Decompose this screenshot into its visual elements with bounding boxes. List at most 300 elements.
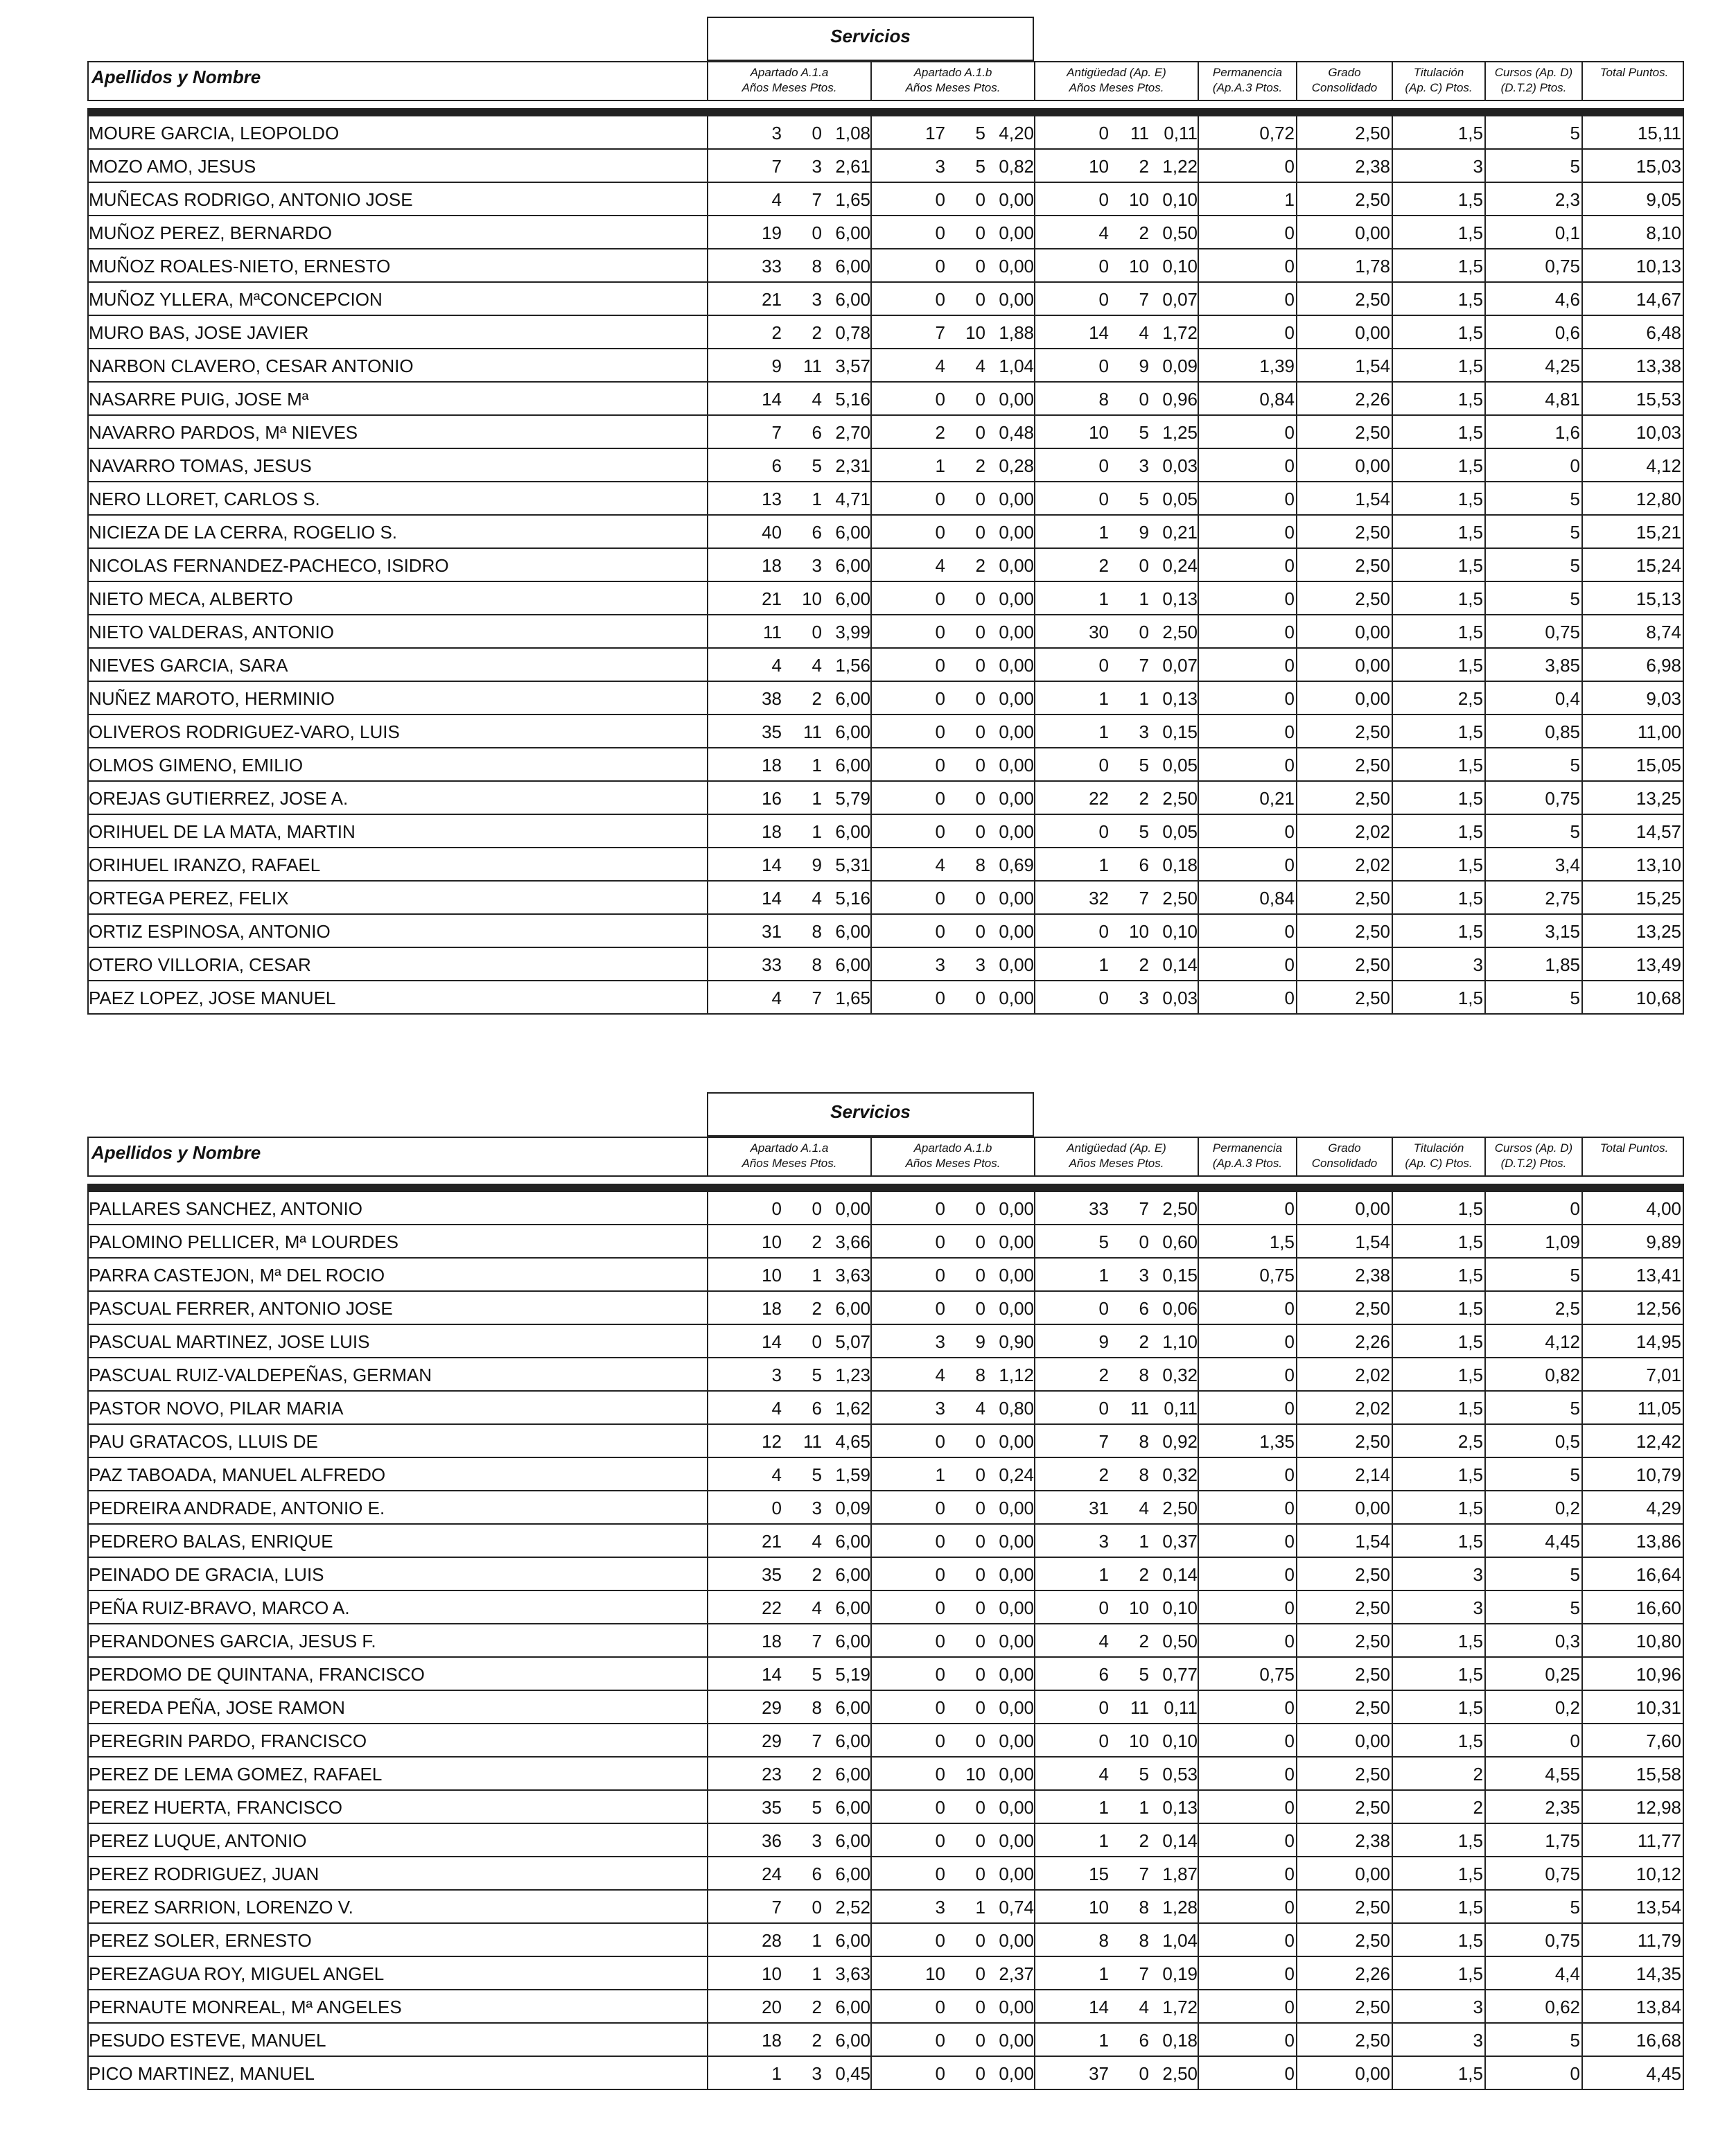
cell-permanencia: 0,75: [1259, 1265, 1295, 1286]
cell-ant-ptos: 0,96: [1162, 389, 1198, 410]
cell-a1a-meses: 7: [812, 189, 822, 210]
cell-total: 10,31: [1636, 1697, 1681, 1718]
cell-name: PEDRERO BALAS, ENRIQUE: [89, 1531, 333, 1552]
cell-ant-meses: 3: [1139, 988, 1149, 1008]
column-divider: [870, 1591, 872, 1623]
column-divider: [1581, 482, 1583, 514]
column-divider: [1581, 1824, 1583, 1856]
cell-a1a-meses: 2: [812, 688, 822, 709]
cell-a1a-anos: 31: [762, 921, 782, 942]
column-divider: [1581, 316, 1583, 348]
cell-total: 10,13: [1636, 256, 1681, 277]
column-divider: [1484, 449, 1486, 481]
table-row: [89, 1192, 1683, 1225]
cell-titulacion: 1,5: [1457, 222, 1483, 243]
cell-cursos: 3,15: [1545, 921, 1580, 942]
column-divider: [1296, 1624, 1297, 1656]
cell-a1a-ptos: 1,62: [835, 1398, 870, 1419]
cell-permanencia: 0: [1284, 1697, 1295, 1718]
cell-ant-anos: 0: [1098, 755, 1109, 775]
cell-titulacion: 1,5: [1457, 1265, 1483, 1286]
cell-titulacion: 1,5: [1457, 322, 1483, 343]
cell-titulacion: 1,5: [1457, 256, 1483, 277]
cell-name: PEINADO DE GRACIA, LUIS: [89, 1564, 324, 1585]
cell-a1a-anos: 7: [771, 422, 782, 443]
cell-ant-ptos: 0,14: [1162, 954, 1198, 975]
cell-total: 9,89: [1646, 1232, 1681, 1252]
column-divider: [707, 482, 708, 514]
cell-total: 10,12: [1636, 1864, 1681, 1884]
cell-a1b-meses: 0: [975, 2063, 985, 2084]
column-divider: [1296, 349, 1297, 381]
column-divider: [707, 383, 708, 414]
cell-permanencia: 0: [1284, 1730, 1295, 1751]
cell-ant-ptos: 0,05: [1162, 755, 1198, 775]
cell-a1a-ptos: 6,00: [835, 1830, 870, 1851]
header-line: Titulación: [1413, 1141, 1464, 1155]
cell-ant-anos: 1: [1098, 1797, 1109, 1818]
cell-a1a-anos: 11: [763, 622, 782, 642]
cell-a1a-meses: 0: [812, 1198, 822, 1219]
column-divider: [1034, 183, 1035, 215]
cell-ant-ptos: 0,32: [1162, 1365, 1198, 1385]
cell-ant-ptos: 0,13: [1162, 688, 1198, 709]
cell-name: MOURE GARCIA, LEOPOLDO: [89, 123, 340, 143]
column-divider: [870, 1358, 872, 1390]
cell-titulacion: 1,5: [1457, 821, 1483, 842]
cell-a1a-ptos: 3,63: [835, 1963, 870, 1984]
header-line: Consolidado: [1311, 81, 1378, 94]
cell-ant-anos: 30: [1089, 622, 1109, 642]
column-divider: [1484, 582, 1486, 614]
column-divider: [1581, 383, 1583, 414]
table-row: [89, 981, 1683, 1015]
cell-total: 14,67: [1636, 289, 1681, 310]
cell-permanencia: 0: [1284, 1830, 1295, 1851]
cell-permanencia: 0: [1284, 1198, 1295, 1219]
cell-ant-anos: 1: [1098, 1564, 1109, 1585]
table-row: [89, 1857, 1683, 1891]
cell-grado: 2,50: [1355, 1298, 1390, 1319]
cell-grado: 1,54: [1355, 1232, 1390, 1252]
cell-ant-meses: 4: [1139, 1498, 1149, 1518]
cell-ant-anos: 1: [1098, 2030, 1109, 2051]
column-divider: [707, 1824, 708, 1856]
column-divider: [1296, 249, 1297, 281]
column-divider: [1296, 1691, 1297, 1723]
table-row: [89, 1259, 1683, 1292]
cell-a1b-ptos: 0,00: [999, 1564, 1034, 1585]
cell-name: OTERO VILLORIA, CESAR: [89, 954, 311, 975]
cell-grado: 2,02: [1355, 1365, 1390, 1385]
cell-grado: 2,50: [1355, 1631, 1390, 1651]
column-divider: [1392, 1791, 1393, 1823]
cell-titulacion: 1,5: [1457, 455, 1483, 476]
column-divider: [1296, 948, 1297, 980]
cell-ant-ptos: 0,14: [1162, 1830, 1198, 1851]
column-divider: [1581, 1225, 1583, 1257]
cell-a1a-ptos: 1,23: [835, 1365, 870, 1385]
cell-name: MURO BAS, JOSE JAVIER: [89, 322, 309, 343]
cell-a1b-meses: 0: [975, 522, 985, 543]
column-divider: [707, 1458, 708, 1490]
column-divider: [870, 582, 872, 614]
column-divider: [870, 316, 872, 348]
cell-ant-meses: 7: [1139, 1963, 1149, 1984]
cell-ant-ptos: 1,04: [1162, 1930, 1198, 1951]
cell-ant-ptos: 0,11: [1164, 123, 1198, 143]
cell-ant-meses: 3: [1139, 721, 1149, 742]
cell-a1a-anos: 33: [762, 256, 782, 277]
cell-a1a-anos: 28: [762, 1930, 782, 1951]
cell-name: PAEZ LOPEZ, JOSE MANUEL: [89, 988, 336, 1008]
table-row: [89, 1325, 1683, 1358]
cell-titulacion: 3: [1473, 954, 1483, 975]
cell-cursos: 5: [1570, 555, 1580, 576]
header-a1a: [708, 62, 872, 100]
cell-cursos: 0,4: [1554, 688, 1580, 709]
cell-a1b-ptos: 0,00: [999, 256, 1034, 277]
cell-a1b-meses: 0: [975, 389, 985, 410]
column-divider: [1581, 2057, 1583, 2089]
table-row: [89, 2024, 1683, 2057]
column-divider: [1392, 249, 1393, 281]
column-divider: [1581, 1957, 1583, 1989]
column-divider: [870, 715, 872, 747]
table-row: [89, 715, 1683, 748]
column-divider: [870, 449, 872, 481]
cell-cursos: 1,85: [1545, 954, 1580, 975]
cell-a1a-ptos: 6,00: [835, 1997, 870, 2017]
column-divider: [870, 1957, 872, 1989]
column-divider: [1581, 349, 1583, 381]
column-divider: [1484, 848, 1486, 880]
cell-total: 15,03: [1636, 156, 1681, 177]
cell-ant-meses: 0: [1139, 1232, 1149, 1252]
column-divider: [1296, 116, 1297, 148]
cell-a1b-anos: 1: [935, 1464, 945, 1485]
cell-grado: 1,54: [1355, 489, 1390, 509]
cell-cursos: 2,3: [1554, 189, 1580, 210]
cell-grado: 2,50: [1355, 189, 1390, 210]
column-divider: [1392, 1358, 1393, 1390]
column-divider: [1198, 1724, 1199, 1756]
cell-a1b-anos: 10: [925, 1963, 945, 1984]
cell-total: 10,96: [1636, 1664, 1681, 1685]
table-row: [89, 1691, 1683, 1724]
column-divider: [1198, 1990, 1199, 2022]
column-divider: [1198, 1891, 1199, 1922]
servicios-label: Servicios: [707, 1092, 1034, 1137]
column-divider: [1392, 183, 1393, 215]
column-divider: [707, 1358, 708, 1390]
cell-permanencia: 0: [1284, 555, 1295, 576]
cell-titulacion: 3: [1473, 1564, 1483, 1585]
cell-ant-anos: 0: [1098, 489, 1109, 509]
column-divider: [707, 516, 708, 547]
column-divider: [870, 1758, 872, 1789]
column-divider: [707, 1392, 708, 1423]
cell-a1b-meses: 0: [975, 721, 985, 742]
cell-a1b-meses: 0: [975, 1198, 985, 1219]
column-divider: [1034, 1425, 1035, 1457]
column-divider: [1198, 649, 1199, 681]
cell-a1b-meses: 0: [975, 1498, 985, 1518]
cell-a1a-ptos: 1,65: [835, 988, 870, 1008]
column-divider: [870, 1392, 872, 1423]
column-divider: [1296, 449, 1297, 481]
cell-ant-ptos: 1,72: [1162, 322, 1198, 343]
cell-a1b-meses: 0: [975, 1830, 985, 1851]
header-total: [1583, 1138, 1685, 1175]
column-divider: [1484, 1392, 1486, 1423]
cell-a1b-anos: 0: [935, 655, 945, 676]
cell-a1a-ptos: 6,00: [835, 1564, 870, 1585]
header-line: (D.T.2) Ptos.: [1500, 1157, 1567, 1170]
cell-ant-meses: 10: [1129, 921, 1149, 942]
table-row: [89, 316, 1683, 349]
header-line: Años Meses Ptos.: [742, 81, 837, 94]
cell-total: 15,24: [1636, 555, 1681, 576]
column-divider: [1034, 1259, 1035, 1290]
column-divider: [1198, 1192, 1199, 1224]
cell-titulacion: 2: [1473, 1797, 1483, 1818]
column-divider: [1034, 1824, 1035, 1856]
cell-titulacion: 1,5: [1457, 1697, 1483, 1718]
table-row: [89, 748, 1683, 782]
header-cur: [1486, 1138, 1583, 1175]
cell-ant-ptos: 0,05: [1162, 489, 1198, 509]
cell-titulacion: 1,5: [1457, 2063, 1483, 2084]
column-divider: [1296, 383, 1297, 414]
cell-a1a-ptos: 6,00: [835, 1864, 870, 1884]
cell-a1b-ptos: 0,00: [999, 1764, 1034, 1785]
cell-titulacion: 1,5: [1457, 1398, 1483, 1419]
column-divider: [1392, 1225, 1393, 1257]
table-row: [89, 682, 1683, 715]
column-divider: [870, 1857, 872, 1889]
cell-grado: 1,54: [1355, 356, 1390, 376]
cell-a1a-anos: 12: [762, 1431, 782, 1452]
column-divider: [1484, 882, 1486, 913]
column-divider: [1392, 1259, 1393, 1290]
column-divider: [707, 948, 708, 980]
column-divider: [1581, 449, 1583, 481]
table-row: [89, 1458, 1683, 1491]
column-divider: [1034, 1857, 1035, 1889]
column-divider: [707, 1924, 708, 1956]
cell-a1b-meses: 0: [975, 489, 985, 509]
cell-a1b-anos: 0: [935, 921, 945, 942]
cell-cursos: 4,4: [1554, 1963, 1580, 1984]
cell-permanencia: 1,39: [1259, 356, 1295, 376]
cell-ant-meses: 6: [1139, 854, 1149, 875]
cell-titulacion: 1,5: [1457, 622, 1483, 642]
column-divider: [1484, 1325, 1486, 1357]
cell-ant-meses: 10: [1129, 1730, 1149, 1751]
cell-a1b-meses: 0: [975, 988, 985, 1008]
table-row: [89, 782, 1683, 815]
cell-a1a-ptos: 6,00: [835, 522, 870, 543]
column-divider: [707, 915, 708, 947]
cell-cursos: 5: [1570, 489, 1580, 509]
cell-grado: 2,50: [1355, 522, 1390, 543]
column-divider: [707, 1325, 708, 1357]
column-divider: [1484, 1691, 1486, 1723]
cell-grado: 2,50: [1355, 721, 1390, 742]
column-divider: [1484, 2024, 1486, 2056]
cell-a1b-ptos: 0,00: [999, 622, 1034, 642]
cell-a1b-meses: 0: [975, 1265, 985, 1286]
column-divider: [1392, 848, 1393, 880]
column-divider: [1392, 649, 1393, 681]
cell-name: PEREZ HUERTA, FRANCISCO: [89, 1797, 342, 1818]
column-divider: [1392, 1558, 1393, 1590]
column-divider: [1392, 116, 1393, 148]
cell-cursos: 0,75: [1545, 1864, 1580, 1884]
column-divider: [707, 1525, 708, 1557]
cell-titulacion: 1,5: [1457, 788, 1483, 809]
cell-name: ORIHUEL DE LA MATA, MARTIN: [89, 821, 356, 842]
cell-cursos: 5: [1570, 1464, 1580, 1485]
cell-ant-meses: 5: [1139, 489, 1149, 509]
header-line: (D.T.2) Ptos.: [1500, 81, 1567, 94]
column-divider: [1198, 1458, 1199, 1490]
column-divider: [1034, 1558, 1035, 1590]
cell-permanencia: 0: [1284, 2030, 1295, 2051]
cell-name: PEDREIRA ANDRADE, ANTONIO E.: [89, 1498, 385, 1518]
column-divider: [707, 715, 708, 747]
cell-a1b-anos: 1: [935, 455, 945, 476]
cell-grado: 0,00: [1355, 1498, 1390, 1518]
cell-a1b-anos: 0: [935, 1298, 945, 1319]
column-divider: [1198, 416, 1199, 448]
cell-a1a-ptos: 6,00: [835, 1797, 870, 1818]
column-divider: [1484, 1558, 1486, 1590]
cell-name: MUÑOZ YLLERA, MªCONCEPCION: [89, 289, 383, 310]
cell-name: PESUDO ESTEVE, MANUEL: [89, 2030, 326, 2051]
cell-ant-meses: 3: [1139, 455, 1149, 476]
cell-ant-meses: 2: [1139, 788, 1149, 809]
cell-a1a-ptos: 4,71: [835, 489, 870, 509]
cell-cursos: 5: [1570, 1564, 1580, 1585]
cell-ant-meses: 7: [1139, 289, 1149, 310]
column-divider: [707, 782, 708, 814]
column-divider: [870, 1891, 872, 1922]
cell-cursos: 0,82: [1545, 1365, 1580, 1385]
column-divider: [1581, 1259, 1583, 1290]
cell-total: 6,98: [1646, 655, 1681, 676]
cell-permanencia: 0: [1284, 1930, 1295, 1951]
cell-name: MUÑOZ PEREZ, BERNARDO: [89, 222, 333, 243]
cell-a1a-meses: 7: [812, 988, 822, 1008]
column-divider: [1392, 1525, 1393, 1557]
cell-total: 10,80: [1636, 1631, 1681, 1651]
cell-a1b-meses: 0: [975, 888, 985, 909]
cell-grado: 2,38: [1355, 1830, 1390, 1851]
column-divider: [1484, 349, 1486, 381]
cell-total: 4,00: [1646, 1198, 1681, 1219]
cell-grado: 0,00: [1355, 455, 1390, 476]
header-grado: [1297, 62, 1393, 100]
cell-cursos: 0: [1570, 2063, 1580, 2084]
cell-a1b-ptos: 0,00: [999, 1198, 1034, 1219]
cell-a1b-meses: 0: [975, 921, 985, 942]
cell-ant-meses: 2: [1139, 1830, 1149, 1851]
cell-ant-anos: 1: [1098, 1963, 1109, 1984]
cell-a1b-anos: 0: [935, 688, 945, 709]
column-divider: [870, 848, 872, 880]
cell-a1b-meses: 5: [975, 156, 985, 177]
cell-a1b-meses: 0: [975, 1564, 985, 1585]
cell-ant-ptos: 0,11: [1164, 1697, 1198, 1718]
cell-a1a-meses: 8: [812, 954, 822, 975]
cell-a1a-ptos: 6,00: [835, 222, 870, 243]
cell-grado: 2,50: [1355, 123, 1390, 143]
column-divider: [1581, 882, 1583, 913]
cell-titulacion: 1,5: [1457, 555, 1483, 576]
cell-a1b-ptos: 0,00: [999, 522, 1034, 543]
cell-permanencia: 0: [1284, 2063, 1295, 2084]
cell-a1b-meses: 0: [975, 1664, 985, 1685]
column-divider: [1581, 1425, 1583, 1457]
table-header: [87, 1137, 1684, 1177]
column-divider: [1581, 1558, 1583, 1590]
cell-cursos: 5: [1570, 1597, 1580, 1618]
cell-a1a-ptos: 6,00: [835, 1764, 870, 1785]
table-row: [89, 815, 1683, 848]
cell-cursos: 0,2: [1554, 1498, 1580, 1518]
cell-permanencia: 0: [1284, 854, 1295, 875]
cell-a1b-meses: 1: [975, 1897, 985, 1918]
header-line: (Ap. C) Ptos.: [1405, 1157, 1473, 1170]
cell-cursos: 4,12: [1545, 1331, 1580, 1352]
cell-name: NIETO MECA, ALBERTO: [89, 588, 293, 609]
cell-a1a-meses: 0: [812, 222, 822, 243]
cell-a1b-meses: 0: [975, 588, 985, 609]
column-divider: [1296, 416, 1297, 448]
header-line: Apartado A.1.a: [750, 1141, 829, 1155]
cell-a1b-ptos: 0,00: [999, 222, 1034, 243]
cell-a1b-anos: 0: [935, 2030, 945, 2051]
table-row: [89, 549, 1683, 582]
column-divider: [707, 416, 708, 448]
column-divider: [707, 1758, 708, 1789]
cell-a1b-anos: 3: [935, 1398, 945, 1419]
cell-cursos: 0,25: [1545, 1664, 1580, 1685]
cell-ant-anos: 37: [1089, 2063, 1109, 2084]
cell-a1b-anos: 0: [935, 1797, 945, 1818]
cell-a1b-anos: 7: [935, 322, 945, 343]
cell-a1b-meses: 0: [975, 1730, 985, 1751]
column-divider: [1198, 249, 1199, 281]
cell-total: 11,05: [1637, 1398, 1681, 1419]
cell-grado: 2,02: [1355, 854, 1390, 875]
cell-a1b-meses: 2: [975, 555, 985, 576]
cell-name: NAVARRO TOMAS, JESUS: [89, 455, 312, 476]
cell-ant-anos: 10: [1089, 156, 1109, 177]
table-body: [87, 115, 1684, 1015]
cell-ant-meses: 4: [1139, 1997, 1149, 2017]
cell-titulacion: 2: [1473, 1764, 1483, 1785]
column-divider: [870, 283, 872, 315]
column-divider: [870, 1259, 872, 1290]
cell-a1a-ptos: 5,16: [835, 888, 870, 909]
cell-permanencia: 0: [1284, 322, 1295, 343]
cell-permanencia: 0,84: [1259, 888, 1295, 909]
cell-ant-ptos: 0,50: [1162, 1631, 1198, 1651]
header-line: Total Puntos.: [1599, 1141, 1669, 1155]
